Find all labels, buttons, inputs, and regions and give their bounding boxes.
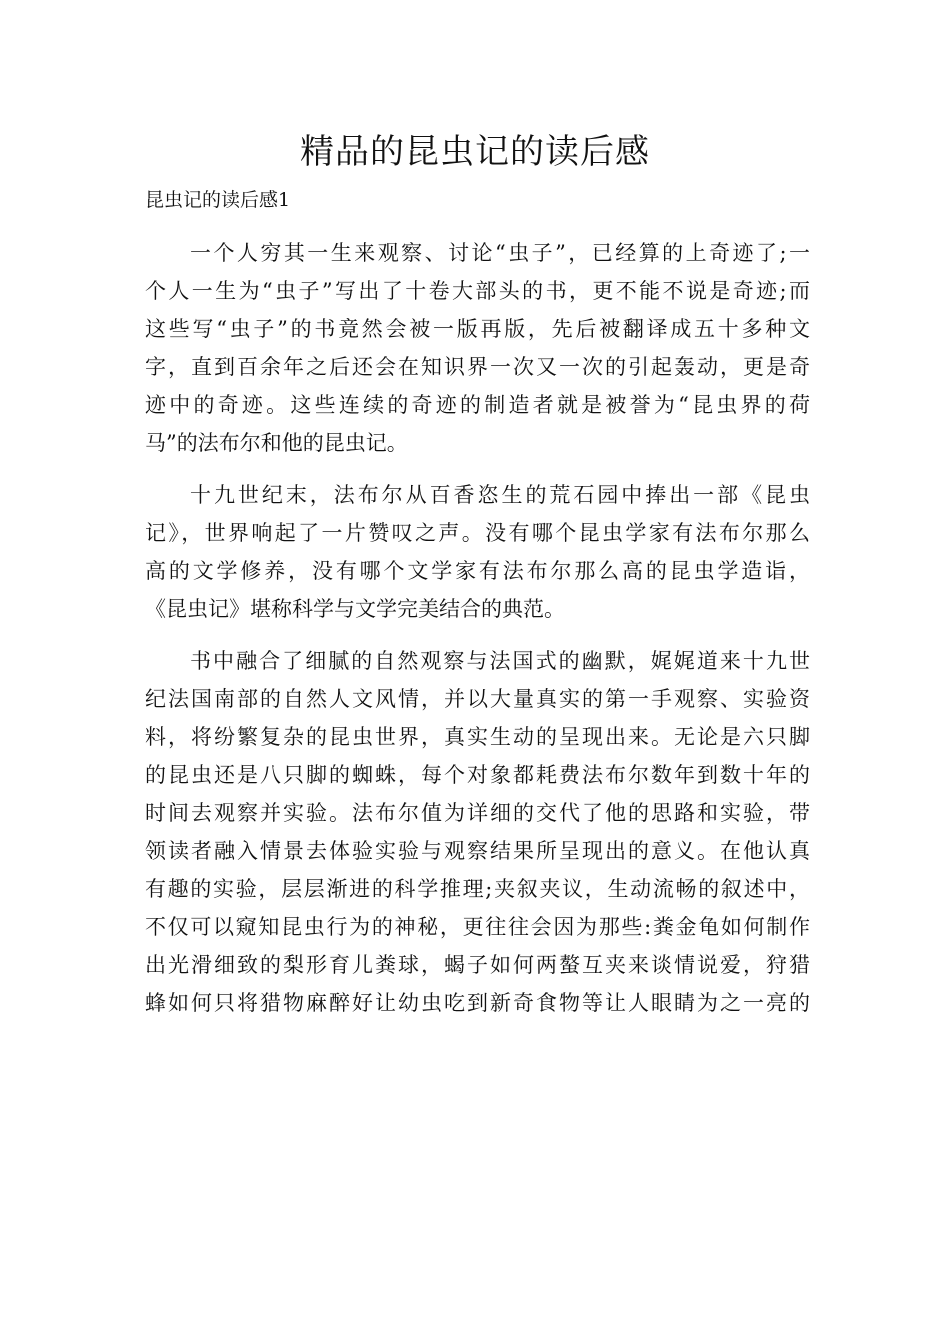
- text-line: 的昆虫还是八只脚的蜘蛛，每个对象都耗费法布尔数年到数十年的: [145, 763, 810, 787]
- document-body: [145, 234, 810, 1036]
- paragraph-1: [145, 234, 810, 462]
- text-line: 记》，世界响起了一片赞叹之声。没有哪个昆虫学家有法布尔那么: [145, 521, 810, 545]
- text-line: 一个人穷其一生来观察、讨论“虫子”，已经算的上奇迹了;一: [190, 241, 810, 265]
- text-line: 纪法国南部的自然人文风情，并以大量真实的第一手观察、实验资: [145, 687, 810, 711]
- text-line: 有趣的实验，层层渐进的科学推理;夹叙夹议，生动流畅的叙述中，: [145, 877, 810, 901]
- paragraph-3: [145, 642, 810, 1022]
- text-line: 高的文学修养，没有哪个文学家有法布尔那么高的昆虫学造诣，: [145, 559, 810, 583]
- text-line: 字，直到百余年之后还会在知识界一次又一次的引起轰动，更是奇: [145, 355, 810, 379]
- text-line: 出光滑细致的梨形育儿粪球，蝎子如何两螯互夹来谈情说爱，狩猎: [145, 953, 810, 977]
- text-line: 领读者融入情景去体验实验与观察结果所呈现出的意义。在他认真: [145, 839, 810, 863]
- text-line: 迹中的奇迹。这些连续的奇迹的制造者就是被誉为“昆虫界的荷: [145, 393, 810, 417]
- text-line: 蜂如何只将猎物麻醉好让幼虫吃到新奇食物等让人眼睛为之一亮的: [145, 991, 810, 1015]
- text-line: 十九世纪末，法布尔从百香恣生的荒石园中捧出一部《昆虫: [190, 483, 810, 507]
- document-title: 精品的昆虫记的读后感: [300, 132, 650, 172]
- text-line: 时间去观察并实验。法布尔值为详细的交代了他的思路和实验，带: [145, 801, 810, 825]
- paragraph-2: [145, 476, 810, 628]
- text-line: 马”的法布尔和他的昆虫记。: [145, 431, 408, 455]
- text-line: 个人一生为“虫子”写出了十卷大部头的书，更不能不说是奇迹;而: [145, 279, 810, 303]
- text-line: 料，将纷繁复杂的昆虫世界，真实生动的呈现出来。无论是六只脚: [145, 725, 810, 749]
- text-line: 不仅可以窥知昆虫行为的神秘，更往往会因为那些:粪金龟如何制作: [145, 915, 810, 939]
- text-line: 《昆虫记》堪称科学与文学完美结合的典范。: [145, 597, 565, 621]
- text-line: 书中融合了细腻的自然观察与法国式的幽默，娓娓道来十九世: [190, 649, 810, 673]
- text-line: 这些写“虫子”的书竟然会被一版再版，先后被翻译成五十多种文: [145, 317, 810, 341]
- section-heading: 昆虫记的读后感1: [145, 189, 291, 211]
